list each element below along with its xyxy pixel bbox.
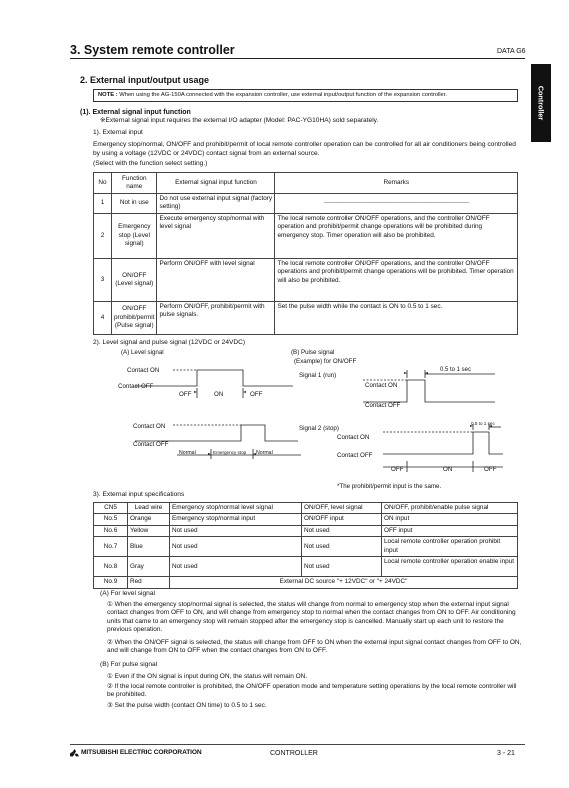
cell: Local remote controller operation enable input bbox=[382, 557, 518, 577]
cell: Red bbox=[128, 577, 170, 588]
cell: Not used bbox=[170, 525, 302, 536]
level-contact-on: Contact ON bbox=[127, 367, 160, 374]
cell: No.8 bbox=[94, 557, 128, 577]
table-row bbox=[94, 214, 518, 259]
section-title: 2. External input/output usage bbox=[80, 75, 210, 85]
pulse-title: (B) Pulse signal bbox=[291, 349, 335, 356]
cell-remarks: ————————————————————————— bbox=[275, 194, 518, 214]
cell-no: 1 bbox=[94, 194, 112, 214]
cell: Local remote controller operation prohibit input bbox=[382, 537, 518, 557]
table-header: Lead wire bbox=[128, 503, 170, 514]
cell: Orange bbox=[128, 514, 170, 525]
cell: OFF input bbox=[382, 525, 518, 536]
table-row bbox=[94, 302, 518, 335]
cell-name: ON/OFF (Level signal) bbox=[112, 259, 157, 302]
pulse-contact-off: Contact OFF bbox=[365, 402, 401, 409]
cell: Not used bbox=[170, 537, 302, 557]
level-on: ON bbox=[214, 391, 224, 398]
pulse-off-1: OFF bbox=[391, 466, 404, 473]
cell: No.7 bbox=[94, 537, 128, 557]
cell: No.5 bbox=[94, 514, 128, 525]
level-contact-off-2: Contact OFF bbox=[133, 441, 169, 448]
specs-heading: 3). External input specifications bbox=[93, 491, 185, 498]
table-row bbox=[94, 525, 518, 536]
note-text: When using the AG-150A connected with the expansion controller, use external input/output function of the expansion controller. bbox=[117, 92, 448, 98]
pulse-contact-on-2: Contact ON bbox=[337, 434, 370, 441]
side-tab-label: Controller bbox=[536, 85, 546, 121]
cell: Not used bbox=[302, 525, 382, 536]
level-contact-on-2: Contact ON bbox=[133, 423, 166, 430]
table-header: No bbox=[94, 173, 112, 194]
pulse-footnote: *The prohibit/permit input is the same. bbox=[337, 483, 442, 490]
cell: Not used bbox=[302, 557, 382, 577]
table-row bbox=[94, 259, 518, 302]
description-note: (Select with the function select setting.) bbox=[93, 160, 208, 167]
pulse-contact-on: Contact ON bbox=[365, 382, 398, 389]
cell-remarks: The local remote controller ON/OFF operations, and the controller ON/OFF operations and prohibit/permit change operations will be prohibited. Timer operation will also be prohibited. bbox=[275, 259, 518, 302]
mitsubishi-logo-icon bbox=[70, 749, 79, 757]
cell-no: 4 bbox=[94, 302, 112, 335]
header-rule bbox=[70, 58, 525, 59]
table-row bbox=[94, 514, 518, 525]
level-emergency-stop: Emergency stop bbox=[213, 450, 247, 455]
cell-no: 2 bbox=[94, 214, 112, 259]
pulse-contact-off-2: Contact OFF bbox=[337, 452, 373, 459]
table-header: Remarks bbox=[275, 173, 518, 194]
cell: ON/OFF input bbox=[302, 514, 382, 525]
cell-remarks: The local remote controller ON/OFF operations, and the controller ON/OFF operation and prohibit/permit change operations will be prohibited during emergency stop. Timer operation will also be prohibited. bbox=[275, 214, 518, 259]
subsection-title: (1). External signal input function bbox=[80, 109, 191, 116]
pulse-width-1: 0.5 to 1 sec bbox=[440, 367, 472, 373]
item-heading: 1). External input bbox=[93, 129, 143, 136]
cell-func: Perform ON/OFF with level signal bbox=[157, 259, 275, 302]
cell-func: Do not use external input signal (factory setting) bbox=[157, 194, 275, 214]
level-off-1: OFF bbox=[179, 391, 192, 398]
table-header: ON/OFF, prohibit/enable pulse signal bbox=[382, 503, 518, 514]
cell: No.9 bbox=[94, 577, 128, 588]
pulse-off-2: OFF bbox=[484, 466, 497, 473]
cell-name: Not in use bbox=[112, 194, 157, 214]
table-row bbox=[94, 557, 518, 577]
note-label: NOTE : bbox=[98, 92, 118, 98]
cell: External DC source "+ 12VDC" or "+ 24VDC" bbox=[170, 577, 518, 588]
level-normal-1: Normal bbox=[179, 450, 196, 456]
pulse-signal-1: Signal 1 (run) bbox=[299, 372, 337, 379]
page-number: 3 - 21 bbox=[497, 750, 515, 757]
cell: Not used bbox=[302, 537, 382, 557]
pulse-example: (Example) for ON/OFF bbox=[294, 358, 357, 365]
level-normal-2: Normal bbox=[256, 450, 273, 456]
footer-rule bbox=[70, 744, 525, 745]
description-paragraph: Emergency stop/normal, ON/OFF and prohibit/permit of local remote controller operation can be controlled for all air conditioners being controlled by using a voltage (12VDC or 24VDC) contact signal from an external source. bbox=[93, 141, 516, 157]
pulse-on: ON bbox=[443, 466, 453, 473]
cell-no: 3 bbox=[94, 259, 112, 302]
table-row bbox=[94, 577, 518, 588]
function-table bbox=[93, 172, 518, 335]
table-header: Emergency stop/normal level signal bbox=[170, 503, 302, 514]
note-a-title: (A) For level signal bbox=[100, 590, 155, 597]
data-reference: DATA G6 bbox=[497, 48, 526, 55]
cell-func: Perform ON/OFF, prohibit/permit with pulse signals. bbox=[157, 302, 275, 335]
signal-diagram bbox=[93, 348, 523, 494]
footer-center: CONTROLLER bbox=[270, 750, 318, 757]
pulse-width-2: 0.5 to 1 sec bbox=[471, 421, 495, 426]
cell-name: ON/OFF prohibit/permit (Pulse signal) bbox=[112, 302, 157, 335]
side-tab bbox=[531, 64, 551, 142]
specs-table bbox=[93, 502, 518, 589]
table-header: External signal input function bbox=[157, 173, 275, 194]
note-b2: ② If the local remote controller is prohibited, the ON/OFF operation mode and temperature setting operations by the local remote controller will be prohibited. bbox=[107, 683, 517, 699]
note-b3: ③ Set the pulse width (contact ON time) to 0.5 to 1 sec. bbox=[107, 702, 267, 709]
note-a1: ① When the emergency stop/normal signal is selected, the status will change from normal to emergency stop when the external input signal contact changes from OFF to ON, and will change from emergency stop to normal when the contact changes from ON to OFF. Air conditioning units that came to an emergency stop will remain stopped after the emergency stop is cancelled. Manually start up each unit to restore the previous operation. bbox=[107, 601, 516, 634]
level-contact-off: Contact OFF bbox=[118, 383, 154, 390]
cell: Emergency stop/normal input bbox=[170, 514, 302, 525]
level-off-2: OFF bbox=[250, 391, 263, 398]
cell-func: Execute emergency stop/normal with level signal bbox=[157, 214, 275, 259]
note-b-title: (B) For pulse signal bbox=[100, 661, 158, 668]
cell: Yellow bbox=[128, 525, 170, 536]
cell-name: Emergency stop (Level signal) bbox=[112, 214, 157, 259]
requirement-note: ※External signal input requires the external I/O adapter (Model: PAC-YG10HA) sold separately. bbox=[100, 117, 379, 124]
note-a2: ② When the ON/OFF signal is selected, the status will change from OFF to ON when the external input signal contact changes from OFF to ON, and will change from ON to OFF when the contact changes from ON to OFF. bbox=[107, 639, 522, 655]
company-name: MITSUBISHI ELECTRIC CORPORATION bbox=[81, 749, 202, 756]
table-row bbox=[94, 537, 518, 557]
table-header: CN5 bbox=[94, 503, 128, 514]
cell: Blue bbox=[128, 537, 170, 557]
table-row bbox=[94, 194, 518, 214]
note-b1: ① Even if the ON signal is input during ON, the status will remain ON. bbox=[107, 673, 308, 680]
pulse-signal-2: Signal 2 (stop) bbox=[299, 425, 339, 432]
page-title: 3. System remote controller bbox=[70, 43, 235, 57]
table-header: Function name bbox=[112, 173, 157, 194]
cell: Not used bbox=[170, 557, 302, 577]
signal-heading: 2). Level signal and pulse signal (12VDC or 24VDC) bbox=[93, 339, 246, 346]
cell: No.6 bbox=[94, 525, 128, 536]
level-title: (A) Level signal bbox=[121, 349, 164, 356]
cell-remarks: Set the pulse width while the contact is ON to 0.5 to 1 sec. bbox=[275, 302, 518, 335]
cell: Gray bbox=[128, 557, 170, 577]
note-box bbox=[93, 89, 518, 102]
table-header: ON/OFF, level signal bbox=[302, 503, 382, 514]
cell: ON input bbox=[382, 514, 518, 525]
